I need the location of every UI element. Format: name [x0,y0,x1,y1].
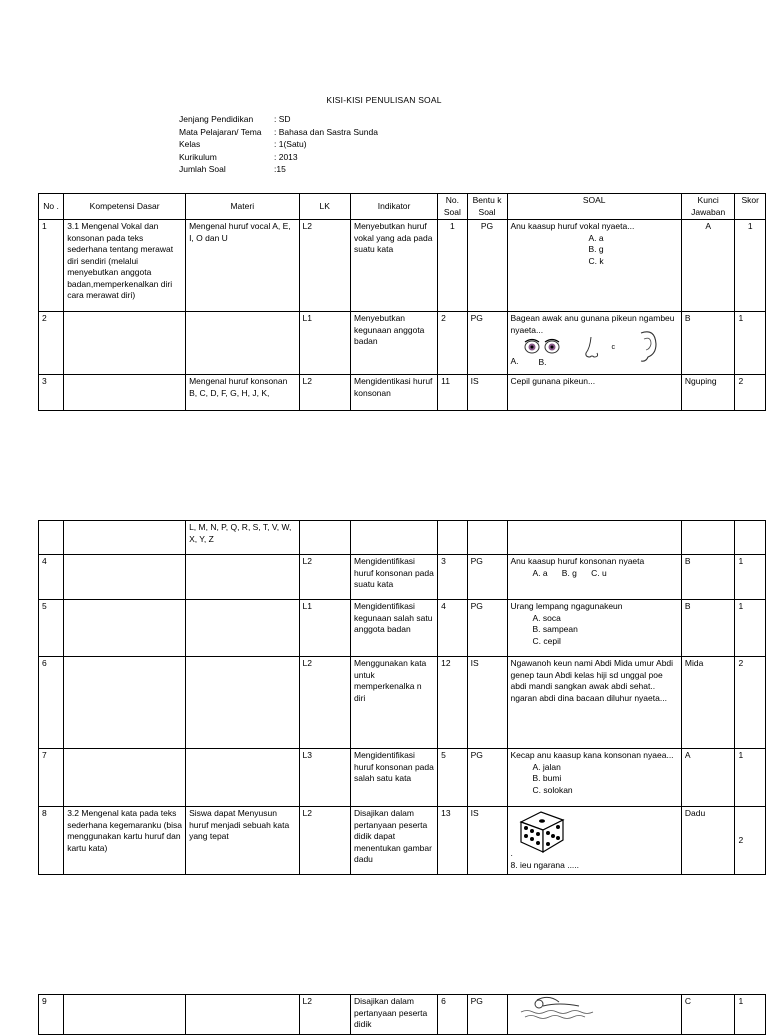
cell-soal [507,600,681,657]
cell-kunci-jawaban: B [681,555,735,600]
cell-kompetensi-dasar: 3.2 Mengenal kata pada teks sederhana kegemaranku (bisa menggunakan kartu huruf dan kartu kata) [64,807,186,875]
table-row [39,521,766,555]
cell-skor: 1 [735,749,766,807]
cell-lk: L2 [299,657,350,749]
meta-value: : SD [274,114,291,124]
cell-materi [186,600,299,657]
header-kompetensi-dasar: Kompetensi Dasar [64,194,186,220]
pic-label-c: c [611,344,615,351]
meta-row [179,114,378,127]
cell-kompetensi-dasar [64,375,186,411]
cell-materi: Mengenal huruf vocal A, E, I, O dan U [186,220,299,312]
cell-no-soal: 3 [438,555,467,600]
cell-no: 4 [39,555,64,600]
cell-kompetensi-dasar [64,995,186,1035]
table-row [39,807,766,875]
cell-bentuk-soal: PG [467,312,507,375]
swimmer-icon [519,996,599,1026]
meta-row [179,164,378,177]
nose-icon [583,336,601,364]
cell-kunci-jawaban [681,521,735,555]
meta-value: : 2013 [274,151,298,162]
table-row [39,375,766,411]
meta-label: Jenjang Pendidikan [179,114,254,124]
cell-lk [299,521,350,555]
table-row [39,995,766,1035]
cell-indikator: Mengidentifikasi huruf konsonan pada salah satu kata [350,749,437,807]
cell-lk: L1 [299,312,350,375]
cell-indikator: Mengidentifikasi kegunaan salah satu anggota badan [350,600,437,657]
cell-no-soal: 5 [438,749,467,807]
soal-option: A. jalan [532,761,561,772]
cell-no-soal: 11 [438,375,467,411]
soal-question: Kecap anu kaasup kana konsonan nyaea... [510,750,674,760]
header-row [39,194,766,220]
cell-soal [507,555,681,600]
cell-soal [507,521,681,555]
header-no: No . [39,194,64,220]
cell-no: 9 [39,995,64,1035]
soal-option: C. solokan [532,784,573,795]
cell-skor: 1 [735,312,766,375]
cell-kompetensi-dasar [64,312,186,375]
kisi-table-page-1 [38,193,766,411]
table-row [39,657,766,749]
cell-indikator: Disajikan dalam pertanyaan peserta didik dapat menentukan gambar dadu [350,807,437,875]
soal-question: Bagean awak anu gunana pikeun ngambeu nyaeta... [510,313,675,335]
cell-no-soal: 4 [438,600,467,657]
table-row [39,220,766,312]
cell-no-soal: 12 [438,657,467,749]
soal-option: C. cepil [532,635,561,646]
cell-lk: L2 [299,807,350,875]
pic-label-a: A. [510,356,519,366]
cell-kunci-jawaban: B [681,600,735,657]
cell-lk: L2 [299,375,350,411]
cell-skor [735,521,766,555]
soal-option: B. sampean [532,624,578,634]
meta-value: : Bahasa dan Sastra Sunda [274,126,378,137]
cell-materi: Mengenal huruf konsonan B, C, D, F, G, H, J, K, [186,375,299,411]
cell-kompetensi-dasar [64,749,186,807]
cell-skor: 1 [735,555,766,600]
cell-no: 8 [39,807,64,875]
cell-bentuk-soal: IS [467,807,507,875]
cell-bentuk-soal: IS [467,657,507,749]
soal-picture-options [511,336,678,366]
cell-soal [507,749,681,807]
cell-lk: L2 [299,555,350,600]
cell-materi [186,995,299,1035]
cell-bentuk-soal: PG [467,220,507,312]
soal-question: Urang lempang ngagunakeun [510,601,623,611]
cell-indikator: Menyebutkan huruf vokal yang ada pada suatu kata [350,220,437,312]
cell-indikator: Menyebutkan kegunaan anggota badan [350,312,437,375]
soal-question: Anu kaasup huruf konsonan nyaeta [510,556,645,566]
meta-label: Kelas [179,139,201,149]
table-row [39,600,766,657]
cell-lk: L3 [299,749,350,807]
cell-materi [186,749,299,807]
ear-icon [635,330,659,368]
cell-indikator: Mengidentikasi huruf konsonan [350,375,437,411]
header-no-soal: No. Soal [438,194,467,220]
dice-picture [511,808,678,860]
cell-materi [186,555,299,600]
soal-option: A. soca [532,612,561,623]
cell-indikator [350,521,437,555]
header-materi: Materi [186,194,299,220]
cell-no: 6 [39,657,64,749]
cell-soal: Ngawanoh keun nami Abdi Mida umur Abdi genep taun Abdi kelas hiji sd unggal poe abdi mandi sangkan awak abdi sehat.. ngaran abdi dina bacaan diluhur nyaeta... [507,657,681,749]
meta-value: : 1(Satu) [274,139,307,149]
meta-value: :15 [274,164,286,174]
soal-option: B. bumi [532,773,562,783]
soal-question: Anu kaasup huruf vokal nyaeta... [510,221,635,231]
cell-materi: L, M, N, P, Q, R, S, T, V, W, X, Y, Z [186,521,299,555]
kisi-table-page-3 [38,994,766,1035]
cell-skor: 1 [735,600,766,657]
header-bentuk-soal: Bentu k Soal [467,194,507,220]
cell-indikator: Menggunakan kata untuk memperkenalka n diri [350,657,437,749]
cell-kompetensi-dasar [64,555,186,600]
meta-row [179,139,378,152]
cell-kunci-jawaban: A [681,749,735,807]
cell-no-soal: 13 [438,807,467,875]
cell-skor: 2 [735,375,766,411]
soal-options: A. a B. g C. u [532,567,607,578]
cell-no: 5 [39,600,64,657]
cell-no [39,521,64,555]
cell-bentuk-soal: PG [467,749,507,807]
dice-caption-dot: . [510,848,513,858]
cell-kompetensi-dasar [64,521,186,555]
header-soal: SOAL [507,194,681,220]
table-row [39,749,766,807]
cell-no-soal: 1 [438,220,467,312]
cell-lk: L1 [299,600,350,657]
cell-materi: Siswa dapat Menyusun huruf menjadi sebuah kata yang tepat [186,807,299,875]
soal-option: A. a [588,232,604,243]
meta-label: Mata Pelajaran/ Tema [179,126,262,137]
cell-soal [507,995,681,1035]
cell-skor: 1 [735,995,766,1035]
page-title: KISI-KISI PENULISAN SOAL [326,95,442,105]
cell-skor: 2 [735,657,766,749]
meta-label: Jumlah Soal [179,164,226,174]
cell-lk: L2 [299,995,350,1035]
cell-bentuk-soal: PG [467,995,507,1035]
cell-kompetensi-dasar [64,600,186,657]
cell-materi [186,312,299,375]
cell-bentuk-soal: IS [467,375,507,411]
cell-kunci-jawaban: A [681,220,735,312]
cell-soal: Cepil gunana pikeun... [507,375,681,411]
dice-icon [517,808,567,858]
soal-question: 8. ieu ngarana ..... [510,860,580,870]
soal-option: C. k [588,255,604,266]
cell-soal [507,312,681,375]
cell-no: 3 [39,375,64,411]
cell-bentuk-soal: PG [467,555,507,600]
meta-label: Kurikulum [179,151,217,162]
soal-option: B. g [588,244,604,254]
cell-kunci-jawaban: B [681,312,735,375]
meta-row [179,152,378,165]
cell-kompetensi-dasar: 3.1 Mengenal Vokal dan konsonan pada teks sederhana tentang merawat diri sendiri (melalui menyebutkan anggota badan,memperkenalkan diri cara merawat diri) [64,220,186,312]
cell-kunci-jawaban: Mida [681,657,735,749]
cell-indikator: Mengidentifikasi huruf konsonan pada suatu kata [350,555,437,600]
table-row [39,312,766,375]
cell-soal [507,807,681,875]
document-meta [179,114,378,177]
cell-soal [507,220,681,312]
cell-kunci-jawaban: C [681,995,735,1035]
cell-skor: 2 [735,807,766,875]
cell-kunci-jawaban: Dadu [681,807,735,875]
table-row [39,555,766,600]
cell-materi [186,657,299,749]
cell-no-soal: 6 [438,995,467,1035]
header-lk: LK [299,194,350,220]
cell-indikator: Disajikan dalam pertanyaan peserta didik [350,995,437,1035]
cell-no-soal: 2 [438,312,467,375]
cell-bentuk-soal: PG [467,600,507,657]
cell-no-soal [438,521,467,555]
cell-lk: L2 [299,220,350,312]
kisi-table-page-2 [38,520,766,875]
meta-row [179,127,378,140]
cell-no: 7 [39,749,64,807]
header-indikator: Indikator [350,194,437,220]
cell-no: 2 [39,312,64,375]
header-kunci-jawaban: Kunci Jawaban [681,194,735,220]
swimmer-picture [511,996,678,1020]
cell-bentuk-soal [467,521,507,555]
cell-kompetensi-dasar [64,657,186,749]
cell-no: 1 [39,220,64,312]
cell-kunci-jawaban: Nguping [681,375,735,411]
cell-skor: 1 [735,220,766,312]
pic-label-b: B. [538,357,547,367]
header-skor: Skor [735,194,766,220]
